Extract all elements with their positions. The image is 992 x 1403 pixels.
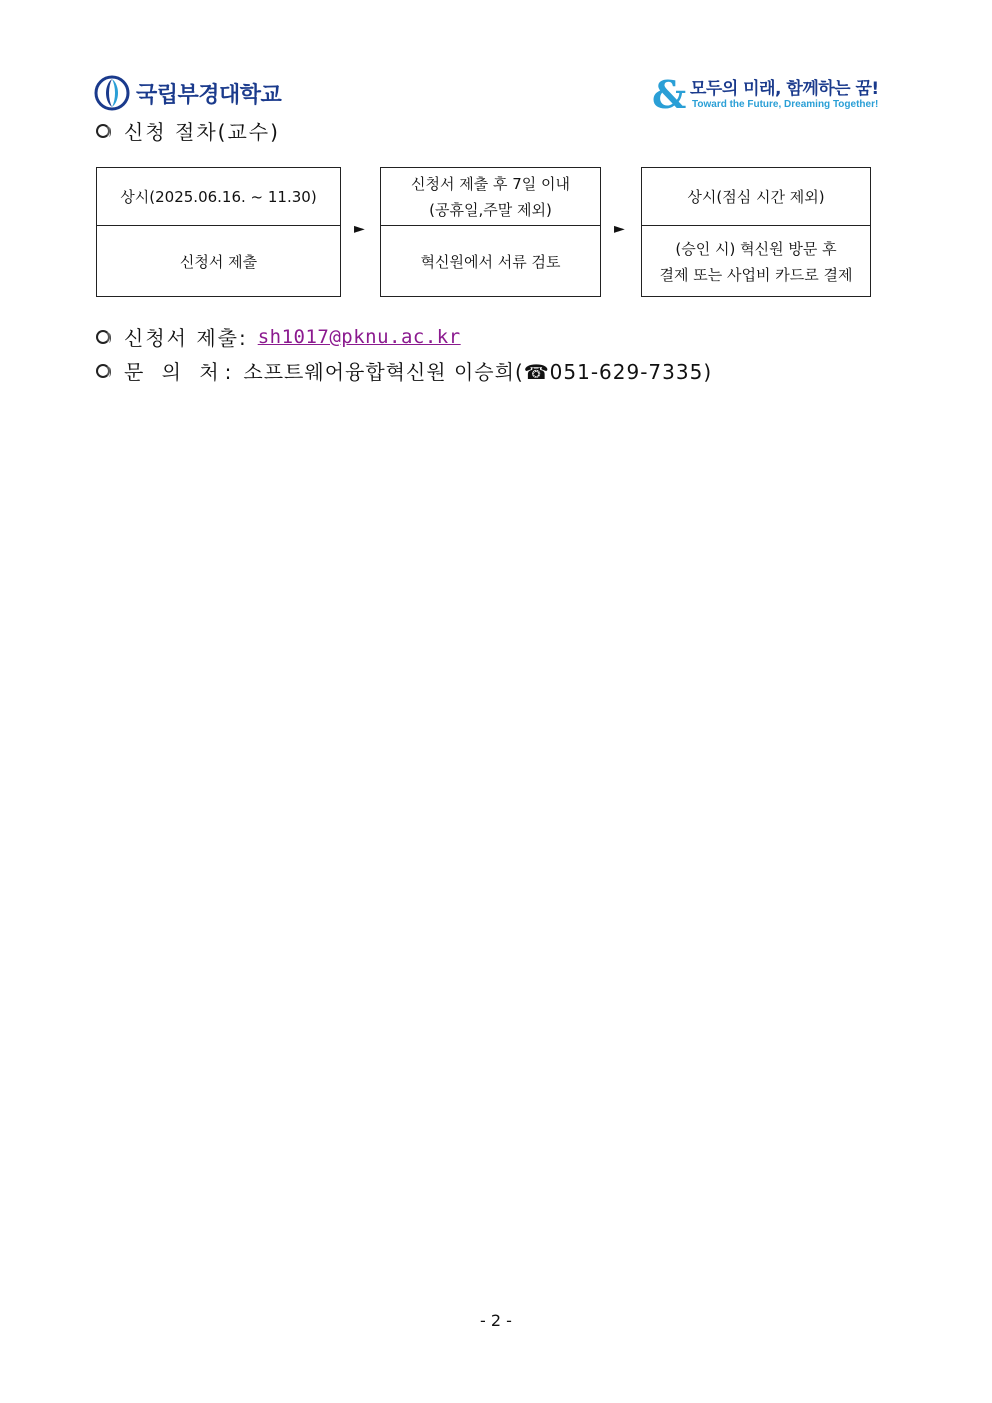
flow-step-3 <box>641 167 871 297</box>
flow-step-1-action-text: 신청서 제출 <box>179 252 258 271</box>
contact-line <box>96 356 712 385</box>
circle-bullet-icon <box>96 330 110 344</box>
flow-step-1-period-text: 상시(2025.06.16. ~ 11.30) <box>120 187 317 206</box>
submission-label: 신청서 제출: <box>124 326 248 350</box>
flow-step-2 <box>380 167 601 297</box>
right-triangle-icon: ► <box>614 221 625 237</box>
flow-step-1-period <box>97 168 340 226</box>
flow-step-3-action-line2: 결제 또는 사업비 카드로 결제 <box>659 265 853 284</box>
flow-arrow-2 <box>614 221 625 237</box>
university-logo <box>94 74 281 112</box>
contact-value: 소프트웨어융합혁신원 이승희(☎051-629-7335) <box>243 360 713 384</box>
flow-step-3-period-text: 상시(점심 시간 제외) <box>687 187 825 206</box>
flow-arrow-1 <box>354 221 365 237</box>
university-emblem-icon <box>94 75 130 111</box>
procedure-heading-text: 신청 절차(교수) <box>124 120 280 144</box>
page-number: - 2 - <box>480 1311 512 1330</box>
circle-bullet-icon <box>96 124 110 138</box>
flow-step-2-period-line1: 신청서 제출 후 7일 이내 <box>410 174 571 193</box>
slogan-logo <box>652 74 902 114</box>
procedure-heading <box>96 116 280 145</box>
slogan-korean: 모두의 미래, 함께하는 꿈! <box>690 79 879 99</box>
circle-bullet-icon <box>96 364 110 378</box>
flow-step-1 <box>96 167 341 297</box>
flow-step-3-action <box>642 226 870 297</box>
flow-step-3-action-line1: (승인 시) 혁신원 방문 후 <box>675 239 837 258</box>
contact-label: 문 의 처: <box>124 360 238 384</box>
flow-step-2-period-line2: (공휴일,주말 제외) <box>429 200 552 219</box>
right-triangle-icon: ► <box>354 221 365 237</box>
flow-step-2-action <box>381 226 600 297</box>
submission-line <box>96 322 461 351</box>
ampersand-icon <box>652 74 690 114</box>
flow-step-1-action <box>97 226 340 297</box>
flow-step-3-period <box>642 168 870 226</box>
slogan-english: Toward the Future, Dreaming Together! <box>692 99 879 110</box>
flow-step-2-action-text: 혁신원에서 서류 검토 <box>420 252 561 271</box>
svg-text:&: & <box>652 74 687 114</box>
university-name: 국립부경대학교 <box>136 82 282 108</box>
submission-email-link[interactable]: sh1017@pknu.ac.kr <box>257 325 461 348</box>
flow-step-2-period <box>381 168 600 226</box>
